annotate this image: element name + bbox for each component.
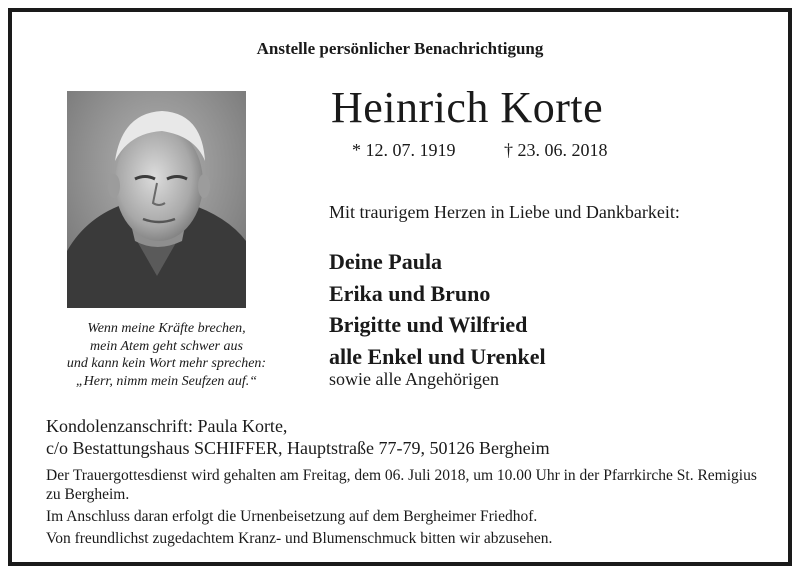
mourner-name: Deine Paula [329,249,443,274]
mourner-name: Brigitte und Wilfried [329,312,528,337]
portrait-image [67,91,246,308]
notice-header: Anstelle persönlicher Benachrichtigung [256,39,544,58]
death-date: † 23. 06. 2018 [504,140,608,160]
address-line: Kondolenzanschrift: Paula Korte, [46,416,288,436]
poem-line: mein Atem geht schwer aus [90,338,243,354]
mourner-name: Erika und Bruno [329,280,491,306]
service-notices [46,467,766,552]
flowers-notice: Von freundlichst zugedachtem Kranz- und Blumenschmuck bitten wir abzusehen. [46,529,553,547]
poem [24,320,309,390]
birth-date: * 12. 07. 1919 [352,140,456,160]
poem-line: „Herr, nimm mein Seufzen auf.“ [75,373,258,389]
condolence-address [46,415,550,459]
burial-notice: Im Anschluss daran erfolgt die Urnenbeisetzung auf dem Bergheimer Friedhof. [46,507,538,525]
poem-line: Wenn meine Kräfte brechen, [87,321,246,336]
service-notice: Der Trauergottesdienst wird gehalten am Freitag, dem 06. Juli 2018, um 10.00 Uhr in der Pfarrkirche St. Remigius zu Bergheim. [46,467,757,503]
mourner-name: alle Enkel und Urenkel [329,343,546,369]
obituary-notice [8,8,792,566]
address-line: c/o Bestattungshaus SCHIFFER, Hauptstraße 77-79, 50126 Bergheim [46,438,550,458]
mourners-list [329,246,546,372]
poem-line: und kann kein Wort mehr sprechen: [66,356,267,371]
intro-text: Mit traurigem Herzen in Liebe und Dankbarkeit: [329,202,680,222]
deceased-name: Heinrich Korte [331,83,604,132]
portrait-photo [67,91,246,308]
other-relatives: sowie alle Angehörigen [329,369,499,389]
